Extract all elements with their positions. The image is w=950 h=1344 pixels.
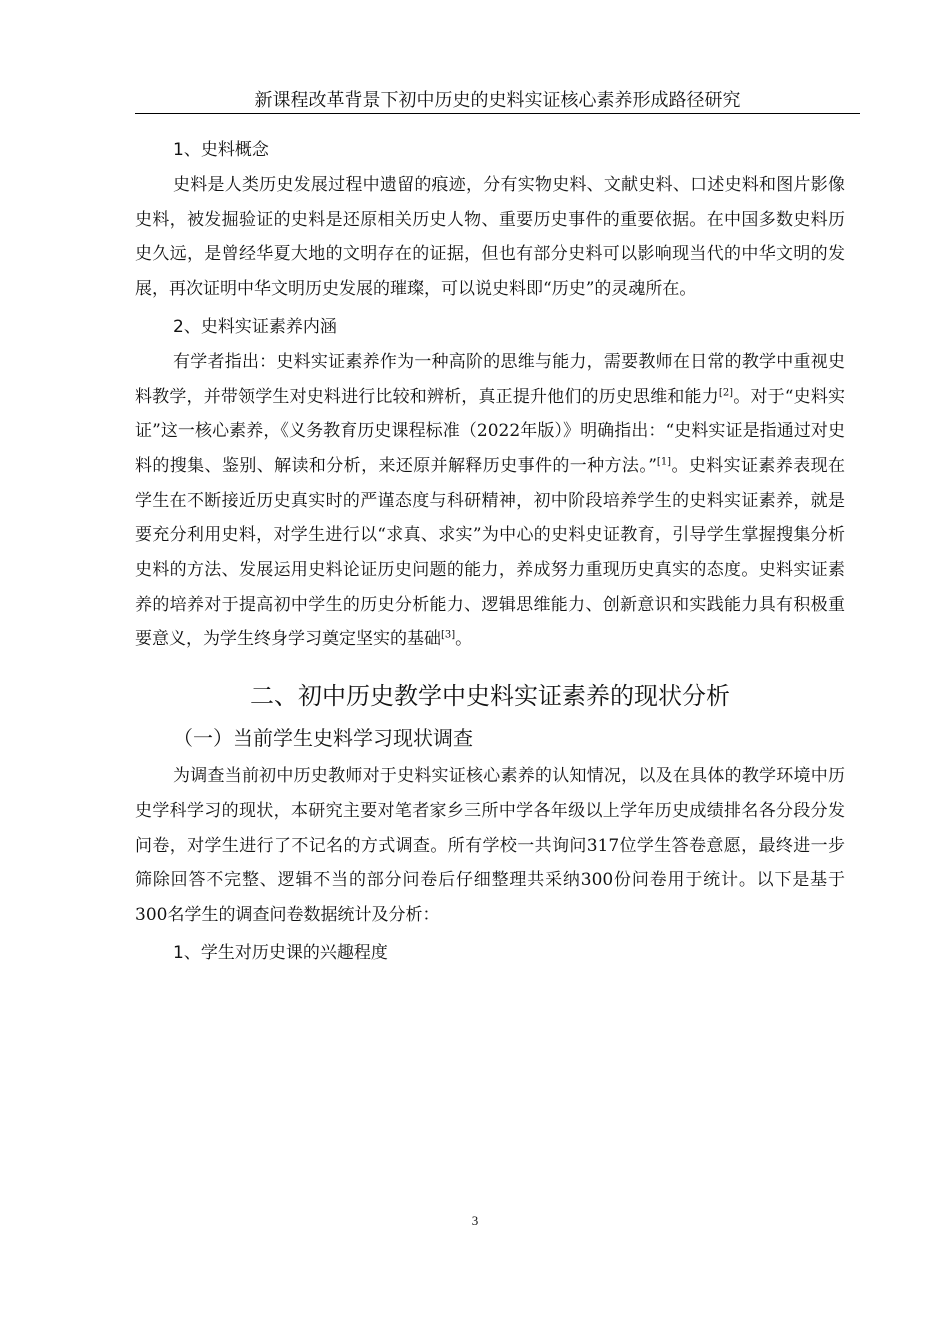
citation-ref: [1] bbox=[656, 456, 672, 468]
header-rule bbox=[135, 113, 860, 114]
text-run: 有学者指出：史料实证素养作为一种高阶的思维与能力，需要教师在日常的教学中重视史料教学，并带领学生对史料进行比较和辨析，真正提升他们的历史思维和能力 bbox=[135, 351, 845, 407]
text-run: 。对于“史料实证”这一核心素养，《义务教育历史课程标准（2022年版）》明确指出：“史料实证是指通过对史料的搜集、鉴别、解读和分析，来还原并解释历史事件的一种方法。” bbox=[135, 386, 846, 476]
subsection-title: （一）当前学生史料学习现状调查 bbox=[173, 726, 473, 751]
paragraph-connotation bbox=[135, 345, 845, 657]
running-header: 新课程改革背景下初中历史的史料实证核心素养形成路径研究 bbox=[254, 90, 741, 111]
citation-ref: [3] bbox=[441, 629, 456, 641]
paragraph-survey: 为调查当前初中历史教师对于史料实证核心素养的认知情况，以及在具体的教学环境中历史学科学习的现状，本研究主要对笔者家乡三所中学各年级以上学年历史成绩排名各分段分发问卷，对学生进行了不记名的方式调查。所有学校一共询问317位学生答卷意愿，最终进一步筛除回答不完整、逻辑不当的部分问卷后仔细整理共采纳300份问卷用于统计。以下是基于300名学生的调查问卷数据统计及分析： bbox=[135, 766, 845, 925]
paragraph-concept: 史料是人类历史发展过程中遗留的痕迹，分有实物史料、文献史料、口述史料和图片影像史料，被发掘验证的史料是还原相关历史人物、重要历史事件的重要依据。在中国多数史料历史久远，是曾经华夏大地的文明存在的证据，但也有部分史料可以影响现当代的中华文明的发展，再次证明中华文明历史发展的璀璨，可以说史料即“历史”的灵魂所在。 bbox=[135, 175, 845, 300]
page-body bbox=[135, 130, 845, 971]
page-number: 3 bbox=[471, 1213, 479, 1228]
chapter-title: 二、初中历史教学中史料实证素养的现状分析 bbox=[250, 682, 730, 711]
item-heading-interest: 1、学生对历史课的兴趣程度 bbox=[173, 942, 388, 963]
section-heading-concept: 1、史料概念 bbox=[173, 140, 269, 160]
section-heading-connotation: 2、史料实证素养内涵 bbox=[173, 316, 337, 337]
text-run: 。史料实证素养表现在学生在不断接近历史真实时的严谨态度与科研精神，初中阶段培养学生的史料实证素养，就是要充分利用史料，对学生进行以“求真、求实”为中心的史料史证教育，引导学生掌握搜集分析史料的方法、发展运用史料论证历史问题的能力，养成努力重现历史真实的态度。史料实证素养的培养对于提高初中学生的历史分析能力、逻辑思维能力、创新意识和实践能力具有积极重要意义，为学生终身学习奠定坚实的基础 bbox=[135, 455, 845, 650]
text-run: 。 bbox=[455, 629, 473, 650]
citation-ref: [2] bbox=[718, 386, 734, 398]
